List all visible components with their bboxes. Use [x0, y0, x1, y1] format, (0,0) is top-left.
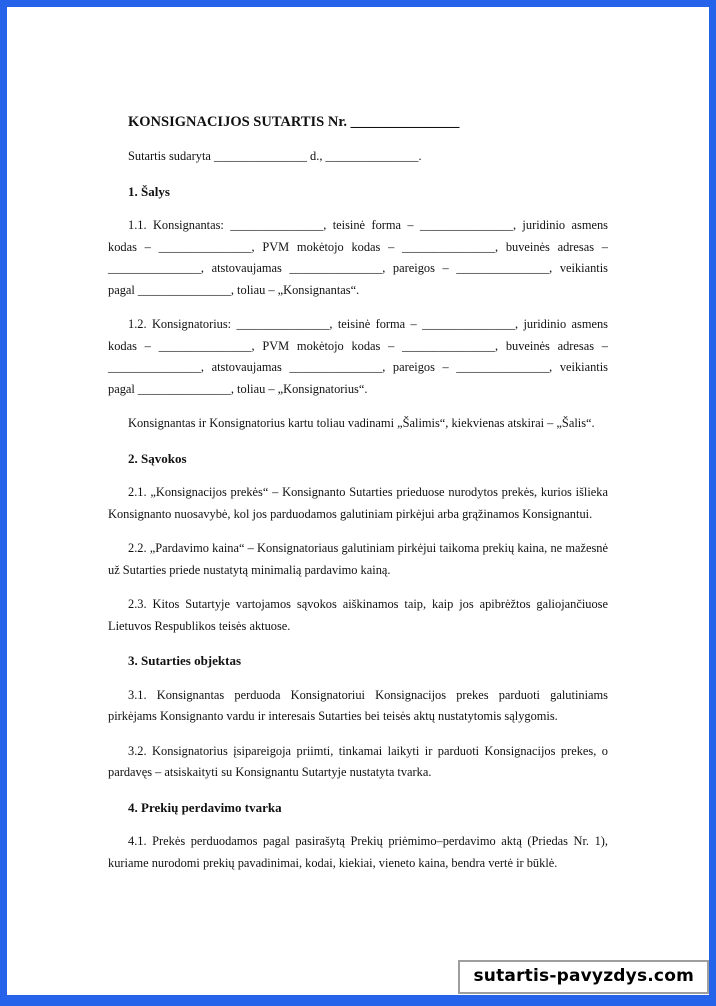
paragraph-1-1: 1.1. Konsignantas: _______________, teisinė forma – _______________, juridinio asmens kodas – _______________, PVM mokėtojo kodas – _______________, buveinės adresas – _______________, atstovaujamas _______________, pareigos – _______________, veikiantis pagal _______________, toliau – „Konsignantas“. — [108, 218, 608, 297]
paragraph-4-1: 4.1. Prekės perduodamos pagal pasirašytą Prekių priėmimo–perdavimo aktą (Priedas Nr. 1), kuriame nurodomi prekių pavadinimai, kodai, kiekiai, vieneto kaina, bendra vertė ir būklė. — [108, 834, 608, 870]
section-heading-prekiu-perdavimo-tvarka: 4. Prekių perdavimo tvarka — [128, 799, 282, 815]
paragraph-2-1: 2.1. „Konsignacijos prekės“ – Konsignanto Sutarties prieduose nurodytos prekės, kurios išlieka Konsignanto nuosavybė, kol jos parduodamos galutiniam pirkėjui arba grąžinamos Konsignantui. — [108, 485, 608, 521]
paragraph-parties-note: Konsignantas ir Konsignatorius kartu toliau vadinami „Šalimis“, kiekvienas atskirai – „Šalis“. — [128, 416, 595, 430]
paragraph-3-1: 3.1. Konsignantas perduoda Konsignatoriui Konsignacijos prekes parduoti galutiniams pirkėjams Konsignanto vardu ir interesais Sutarties bei teisės aktų nustatytomis sąlygomis. — [108, 687, 608, 723]
contract-document — [7, 7, 709, 874]
document-title: KONSIGNACIJOS SUTARTIS Nr. _______________ — [128, 114, 460, 130]
paragraph-2-2: 2.2. „Pardavimo kaina“ – Konsignatoriaus galutiniam pirkėjui taikoma prekių kaina, ne mažesnė už Sutarties priede nustatytą minimalią pardavimo kainą. — [108, 541, 608, 577]
watermark-label: sutartis-pavyzdys.com — [473, 966, 694, 986]
paragraph-3-2: 3.2. Konsignatorius įsipareigoja priimti, tinkamai laikyti ir parduoti Konsignacijos prekes, o pardavęs – atsiskaityti su Konsignantu Sutartyje nustatyta tvarka. — [108, 743, 608, 779]
section-heading-savokos: 2. Sąvokos — [128, 450, 187, 466]
watermark-badge[interactable] — [458, 960, 709, 994]
paragraph-1-2: 1.2. Konsignatorius: _______________, teisinė forma – _______________, juridinio asmens kodas – _______________, PVM mokėtojo kodas – _______________, buveinės adresas – _______________, atstovaujamas _______________, pareigos – _______________, veikiantis pagal _______________, toliau – „Konsignatorius“. — [108, 317, 608, 396]
section-heading-salys: 1. Šalys — [128, 183, 170, 199]
intro-line: Sutartis sudaryta _______________ d., _______________. — [128, 149, 422, 163]
section-heading-sutarties-objektas: 3. Sutarties objektas — [128, 653, 242, 668]
paragraph-2-3: 2.3. Kitos Sutartyje vartojamos sąvokos aiškinamos taip, kaip jos apibrėžtos galiojančiuose Lietuvos Respublikos teisės aktuose. — [108, 597, 608, 633]
